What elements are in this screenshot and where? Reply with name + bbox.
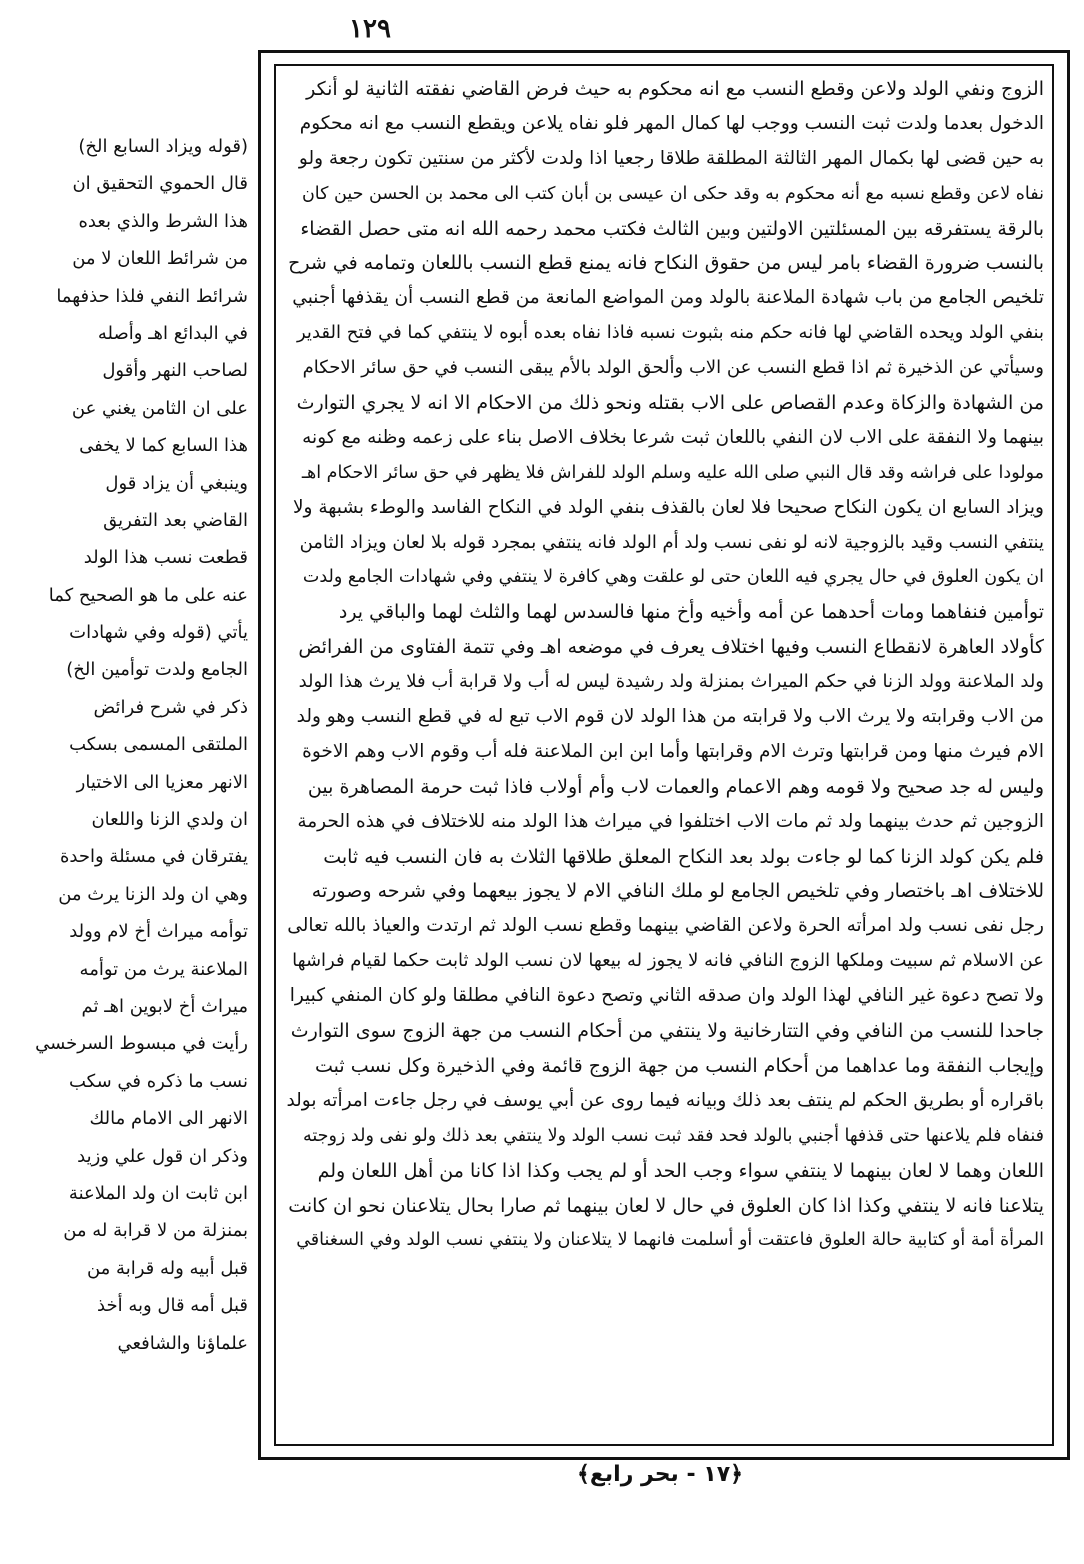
main-text-line: باقراره أو بطريق الحكم لم ينتف بعد ذلك وبيانه فيما روى عن أبي يوسف في رجل جاءت امرأته بولد [286, 1089, 1044, 1111]
main-text-line: الدخول بعدما ولدت ثبت النسب ووجب لها كمال المهر فلو نفاه يلاعن ويقطع النسب مع انه محكوم [299, 112, 1044, 134]
margin-text-line: على ان الثامن يغني عن [71, 397, 248, 419]
margin-text-line: الانهر الى الامام مالك [89, 1108, 248, 1130]
margin-text-line: قبل أمه قال وبه أخذ [97, 1295, 248, 1317]
margin-text-line: وينبغي أن يزاد قول [105, 472, 248, 494]
main-text-line: اللعان وهما لا لعان بينهما لا ينتفي سواء وجب الحد أو لم يجب وكذا اذا كانا من أهل اللعان ولم [317, 1159, 1044, 1182]
main-text-line: بينهما ولا النفقة على الاب لان النفي باللعان ثبت شرعا بخلاف الاصل بناء على زعمه وظنه مع كونه [302, 426, 1044, 448]
main-text-line: جاحدا للنسب من النافي وفي التتارخانية ولا ينتفي من أحكام النسب من جهة الزوج سوى التوارث [290, 1020, 1044, 1043]
main-text-line: توأمين فنفاهما ومات أحدهما عن أمه وأخيه وأخ منها فالسدس لهما والثلث لهما والباقي يرد [338, 601, 1044, 624]
main-text-line: به حين قضى لها بكمال المهر الثالثة المطلقة طلاقا رجعيا اذا ولدت لأكثر من سنتين تكون رجعة ولو [298, 147, 1044, 169]
main-text-line: يتلاعنا فانه لا ينتفي وكذا اذا كان العلوق في حال لا لعان بينهما ثم صارا بحال يتلاعنان نحو ان كانت [288, 1194, 1044, 1217]
main-text-line: وإيجاب النفقة وما عداهما من أحكام النسب من جهة الزوج قائمة وفي الذخيرة وكل نسب ثبت [314, 1054, 1044, 1077]
main-text-line: فنفاه فلم يلاعنها حتى قذفها أجنبي بالولد فحد فقد ثبت نسب الولد ولا ينتفي بعد ذلك ولو نفى ولد زوجته [302, 1125, 1044, 1146]
main-text-line: وليس له جد صحيح ولا قومه وهم الاعمام والعمات لاب وأم أولاب فاذا ثبت حرمة المصاهرة بين [307, 775, 1044, 798]
main-text-line: مولودا على فراشه وقد قال النبي صلى الله عليه وسلم الولد للفراش فلا يظهر في حق سائر الاحكام اهـ [301, 462, 1044, 483]
margin-text-line: ابن ثابت ان ولد الملاعنة [68, 1182, 248, 1204]
margin-text-line: وذكر ان قول علي وزيد [77, 1145, 248, 1167]
margin-text-line: قطعت نسب هذا الولد [83, 547, 248, 569]
margin-text-line: قال الحموي التحقيق ان [72, 173, 248, 195]
margin-text-line: في البدائع اهـ وأصله [97, 322, 248, 344]
main-text-line: فلم يكن كولد الزنا كما لو جاءت بولد بعد النكاح المعلق طلاقها الثلاث به فان النسب فيه ثابت [323, 845, 1044, 868]
margin-text-line: وهي ان ولد الزنا يرث من [58, 883, 248, 905]
margin-text-line: عنه على ما هو الصحيح كما [48, 584, 248, 606]
margin-text-line: الانهر معزيا الى الاختيار [76, 771, 248, 793]
margin-text-line: علماؤنا والشافعي [117, 1332, 248, 1354]
page-number: ١٢٩ [349, 14, 391, 44]
main-text-line: بالرقة يستفرقه بين المسئلتين الاولتين وبين الثالث فكتب محمد رحمه الله انه متى حصل القضاء [300, 217, 1044, 240]
main-text-line: كأولاد العاهرة لانقطاع النسب وفيها اختلاف يعرف في موضعه اهـ وفي تتمة الفتاوى من الفرائض [298, 636, 1044, 659]
main-text-line: الزوجين ثم حدث بينهما ولد ثم مات الاب اختلفوا في ميراث هذا الولد منه للاختلاف في هذه الحرمة [297, 810, 1044, 832]
margin-text-line: ذكر في شرح فرائض [93, 696, 248, 718]
main-text-line: ولا تصح دعوة غير النافي لهذا الولد وان صدقه الثاني وتصح دعوة النافي مطلقا ولو كان المنفي كبيرا [289, 985, 1044, 1007]
margin-text-line: من شرائط اللعان لا من [72, 248, 248, 270]
main-text-line: المرأة أمة أو كتابية حالة العلوق فاعتقت أو أسلمت فانهما لا يتلاعنان ولا ينتفي نسب الولد وفي السغناقي [296, 1230, 1044, 1251]
main-text-line: الام فيرث منها ومن قرابتها وترث الام وقرابتها وأما ابن ابن الملاعنة فله أب وقوم الاب وهم الاخوة [302, 740, 1044, 762]
main-text-block [284, 72, 1044, 1438]
margin-text-line: قبل أبيه وله قرابة من [86, 1257, 248, 1279]
main-text-line: ينتفي النسب وقيد بالزوجية لانه لو نفى نسب ولد أم الولد فانه ينتفي بمجرد قوله بلا لعان ويزاد الثامن [299, 531, 1044, 553]
margin-text-line: الجامع ولدت توأمين الخ) [66, 659, 248, 681]
margin-text-line: الملتقى المسمى بسكب [69, 734, 248, 756]
margin-text-line: نسب ما ذكره في سكب [68, 1070, 248, 1092]
main-text-line: نفاه لاعن وقطع نسبه مع أنه محكوم به وقد حكى ان عيسى بن أبان كتب الى محمد بن الحسن حين كان [301, 183, 1044, 204]
margin-text-line: يأتي (قوله وفي شهادات [69, 622, 248, 644]
main-text-line: بالنسب ضرورة القضاء بامر ليس من حقوق النكاح فانه يمنع قطع النسب باللعان وتمامه في شرح [288, 252, 1044, 275]
margin-text-line: بمنزلة من لا قرابة له من [63, 1220, 248, 1242]
main-text-line: ويزاد السابع ان يكون النكاح صحيحا فلا لعان بالقذف بنفي الولد في النكاح الفاسد والوطء بشبهة ولا [292, 496, 1044, 518]
main-text-line: وسيأتي عن الذخيرة ثم اذا قطع النسب عن الاب وألحق الولد بالأم يبقى النسب في حق سائر الاحكام [302, 357, 1044, 379]
main-text-line: من الشهادة والزكاة وعدم القصاص على الاب بقتله ونحو ذلك من الاحكام الا انه لا يجري التوارث [296, 392, 1044, 415]
main-text-line: رجل نفى نسب ولد امرأته الحرة ولاعن القاضي بينهما وقطع نسب الولد ثم ارتدت والعياذ بالله تعالى [287, 915, 1044, 937]
margin-commentary [22, 128, 248, 1448]
main-text-line: ان يكون العلوق في حال يجري فيه اللعان حتى لو علقت وهي كافرة لا ينتفي وفي شهادات الجامع ولدت [302, 567, 1044, 588]
margin-text-line: لصاحب النهر وأقول [102, 360, 248, 382]
main-text-line: للاختلاف اهـ باختصار وفي تلخيص الجامع لو ملك النافي الام لا يجوز بيعهما وفي شرحه وصورته [311, 880, 1044, 903]
margin-text-line: ان ولدي الزنا واللعان [91, 809, 248, 831]
margin-text-line: هذا السابع كما لا يخفى [79, 435, 248, 457]
margin-text-line: هذا الشرط والذي بعده [78, 210, 248, 232]
margin-text-line: شرائط النفي فلذا حذفهما [56, 285, 248, 307]
main-text-line: الزوج ونفي الولد ولاعن وقطع النسب مع انه محكوم به حيث فرض القاضي نفقته الثانية لو أنكر [306, 78, 1044, 100]
main-text-line: بنفي الولد ويحده القاضي لها فانه حكم منه بثبوت نسبه فاذا نفاه بعده أبوه لا ينتفي كما في فتح القدير [297, 322, 1044, 344]
margin-text-line: الملاعنة يرث من توأمه [79, 958, 248, 980]
footer-signature: ﴿١٧ - بحر رابع﴾ [576, 1462, 744, 1487]
margin-text-line: رأيت في مبسوط السرخسي [35, 1033, 248, 1055]
main-text-line: تلخيص الجامع من باب شهادة الملاعنة بالولد ومن المواضع المانعة من قطع النسب أن يقذفها أجنبي [292, 287, 1044, 309]
main-text-line: ولد الملاعنة وولد الزنا في حكم الميراث بمنزلة ولد رشيدة ليس له أب ولا قرابة أب فلا يرث هذا الولد [298, 671, 1044, 693]
margin-text-line: (قوله ويزاد السابع الخ) [78, 136, 248, 157]
main-text-line: من الاب وقرابته ولا يرث الاب ولا قرابته من هذا الولد لان قوم الاب تبع له في قطع النسب وهو ولد [296, 706, 1044, 728]
margin-text-line: توأمه ميراث أخ لام وولد [69, 921, 248, 943]
margin-text-line: يفترقان في مسئلة واحدة [60, 846, 248, 868]
margin-text-line: القاضي بعد التفريق [103, 509, 248, 531]
main-text-line: عن الاسلام ثم سبيت وملكها الزوج النافي فانه لا يجوز له بيعها لان نسب الولد ثابت حكما لقيام فراشها [292, 950, 1044, 972]
margin-text-line: ميراث أخ لابوين اهـ ثم [81, 995, 248, 1017]
